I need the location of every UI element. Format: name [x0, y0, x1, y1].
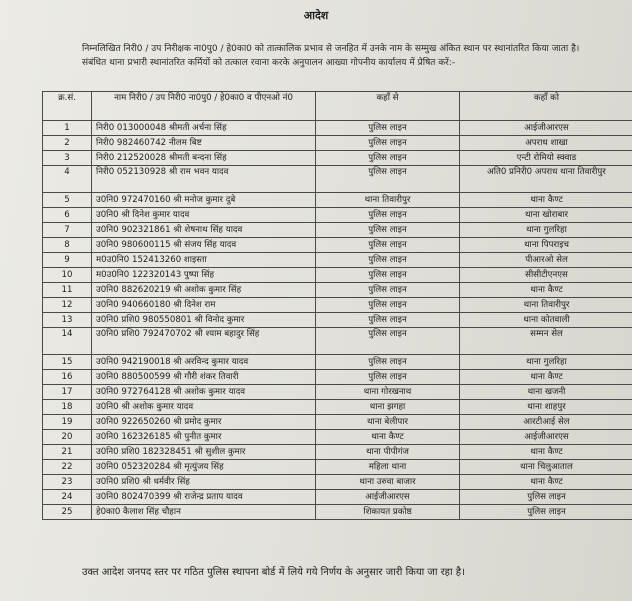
cell-to: थाना खोराबार — [460, 208, 632, 223]
cell-name: उ0नि0 प्रशि0 श्री धर्मवीर सिंह — [92, 475, 316, 490]
cell-name: हे0का0 कैलाश सिंह चौहान — [92, 505, 316, 520]
cell-from: पुलिस लाइन — [316, 370, 460, 385]
cell-to: पुलिस लाइन — [460, 490, 632, 505]
cell-to: थाना कैण्ट — [460, 475, 632, 490]
table-row — [43, 298, 632, 313]
cell-to: पीआरओ सेल — [460, 253, 632, 268]
cell-name: निरी0 982460742 नीलम बिष्ट — [92, 136, 316, 151]
table-row — [43, 136, 632, 151]
cell-name: उ0नि0 श्री दिनेश कुमार यादव — [92, 208, 316, 223]
table-row — [43, 253, 632, 268]
cell-from: थाना उरुवा बाजार — [316, 475, 460, 490]
cell-to: थाना कोतवाली — [460, 313, 632, 328]
cell-from: पुलिस लाइन — [316, 283, 460, 298]
cell-from: आईजीआरएस — [316, 490, 460, 505]
footer-text: उक्त आदेश जनपद स्तर पर गठित पुलिस स्थापना बोर्ड में लिये गये निर्णय के अनुसार जारी किया जा रहा है। — [82, 567, 465, 578]
cell-serial: 16 — [43, 370, 92, 385]
cell-name: निरी0 013000048 श्रीमती अर्चना सिंह — [92, 121, 316, 136]
cell-to: एन्टी रोमियो स्क्वाड — [460, 151, 632, 166]
cell-from: पुलिस लाइन — [316, 151, 460, 166]
cell-name: उ0नि0 प्रशि0 980550801 श्री विनोद कुमार — [92, 313, 316, 328]
cell-serial: 6 — [43, 208, 92, 223]
cell-name: उ0नि0 प्रशि0 182328451 श्री सुशील कुमार — [92, 445, 316, 460]
cell-serial: 14 — [43, 328, 92, 355]
intro-paragraph: निम्नलिखित निरी0 / उप निरीक्षक ना0पु0 / हे0का0 को तात्कालिक प्रभाव से जनहित में उनके नाम के सम्मुख अंकित स्थान पर स्थानांतरित किया जाता है। संबंधित थाना प्रभारी स्थानांतरित कर्मियों को तत्काल रवाना करके अनुपालन आख्या गोपनीय कार्यालय में प्रेषित करें:- — [82, 44, 580, 68]
cell-name: उ0नि0 972764128 श्री अशोक कुमार यादव — [92, 385, 316, 400]
cell-serial: 17 — [43, 385, 92, 400]
cell-name: उ0नि0 940660180 श्री दिनेश राम — [92, 298, 316, 313]
cell-name: उ0नि0 162326185 श्री पुनीत कुमार — [92, 430, 316, 445]
table-row — [43, 430, 632, 445]
table-row — [43, 505, 632, 520]
cell-to: अति0 प्रनिरी0 अपराध थाना तिवारीपुर — [460, 166, 632, 193]
table-row — [43, 475, 632, 490]
cell-from: महिला थाना — [316, 460, 460, 475]
cell-to: थाना कैण्ट — [460, 445, 632, 460]
table-row — [43, 238, 632, 253]
cell-name: उ0नि0 श्री अशोक कुमार यादव — [92, 400, 316, 415]
cell-from: थाना बेलीपार — [316, 415, 460, 430]
header-name: नाम निरी0 / उप निरी0 ना0पु0 / हे0का0 व पीएनओ नं0 — [92, 92, 316, 121]
cell-name: निरी0 052130928 श्री राम भवन यादव — [92, 166, 316, 193]
cell-to: आरटीआई सेल — [460, 415, 632, 430]
cell-to: आईजीआरएस — [460, 430, 632, 445]
cell-from: पुलिस लाइन — [316, 136, 460, 151]
cell-from: शिकायत प्रकोष्ठ — [316, 505, 460, 520]
cell-serial: 9 — [43, 253, 92, 268]
cell-name: उ0नि0 922650260 श्री प्रमोद कुमार — [92, 415, 316, 430]
cell-serial: 1 — [43, 121, 92, 136]
cell-name: म0उ0नि0 122320143 पुष्पा सिंह — [92, 268, 316, 283]
cell-to: सम्मन सेल — [460, 328, 632, 355]
table-row — [43, 223, 632, 238]
table-row — [43, 208, 632, 223]
cell-from: थाना पीपीगंज — [316, 445, 460, 460]
cell-name: उ0नि0 802470399 श्री राजेन्द्र प्रताप यादव — [92, 490, 316, 505]
table-row — [43, 460, 632, 475]
cell-serial: 21 — [43, 445, 92, 460]
cell-serial: 10 — [43, 268, 92, 283]
cell-serial: 7 — [43, 223, 92, 238]
cell-from: थाना झगहा — [316, 400, 460, 415]
cell-from: पुलिस लाइन — [316, 238, 460, 253]
cell-from: थाना गोरखनाथ — [316, 385, 460, 400]
cell-from: पुलिस लाइन — [316, 298, 460, 313]
cell-to: थाना कैण्ट — [460, 370, 632, 385]
cell-serial: 19 — [43, 415, 92, 430]
cell-name: उ0नि0 880500599 श्री गौरी शंकर तिवारी — [92, 370, 316, 385]
cell-serial: 24 — [43, 490, 92, 505]
cell-name: उ0नि0 942190018 श्री अरविन्द कुमार यादव — [92, 355, 316, 370]
cell-to: थाना गुलरिहा — [460, 355, 632, 370]
cell-to: थाना कैण्ट — [460, 283, 632, 298]
table-row — [43, 283, 632, 298]
cell-from: थाना तिवारीपुर — [316, 193, 460, 208]
cell-to: थाना खजनी — [460, 385, 632, 400]
cell-serial: 20 — [43, 430, 92, 445]
cell-from: पुलिस लाइन — [316, 166, 460, 193]
table-header-row — [43, 92, 632, 121]
cell-serial: 22 — [43, 460, 92, 475]
table-row — [43, 151, 632, 166]
cell-serial: 11 — [43, 283, 92, 298]
cell-from: पुलिस लाइन — [316, 223, 460, 238]
cell-from: थाना कैण्ट — [316, 430, 460, 445]
cell-to: पुलिस लाइन — [460, 505, 632, 520]
cell-name: निरी0 212520028 श्रीमती बन्दना सिंह — [92, 151, 316, 166]
cell-from: पुलिस लाइन — [316, 355, 460, 370]
cell-to: आईजीआरएस — [460, 121, 632, 136]
cell-to: थाना कैण्ट — [460, 193, 632, 208]
table-row — [43, 121, 632, 136]
cell-serial: 13 — [43, 313, 92, 328]
cell-to: थाना पिपराइच — [460, 238, 632, 253]
table-row — [43, 370, 632, 385]
cell-name: उ0नि0 882620219 श्री अशोक कुमार सिंह — [92, 283, 316, 298]
cell-serial: 23 — [43, 475, 92, 490]
cell-name: उ0नि0 प्रशि0 792470702 श्री श्याम बहादुर सिंह — [92, 328, 316, 355]
table-row — [43, 385, 632, 400]
cell-from: पुलिस लाइन — [316, 121, 460, 136]
cell-serial: 18 — [43, 400, 92, 415]
cell-name: म0उ0नि0 152413260 शाइस्ता — [92, 253, 316, 268]
table-body — [43, 121, 632, 520]
table-row — [43, 490, 632, 505]
cell-to: थाना शाहपुर — [460, 400, 632, 415]
table-row — [43, 445, 632, 460]
header-to: कहाँ को — [460, 92, 632, 121]
cell-to: सीसीटीएनएस — [460, 268, 632, 283]
cell-serial: 15 — [43, 355, 92, 370]
table-row — [43, 313, 632, 328]
cell-serial: 3 — [43, 151, 92, 166]
document-title: आदेश — [303, 9, 329, 22]
header-from: कहाँ से — [316, 92, 460, 121]
cell-serial: 12 — [43, 298, 92, 313]
header-serial: क्र.सं. — [43, 92, 92, 121]
cell-to: अपराध शाखा — [460, 136, 632, 151]
table-row — [43, 193, 632, 208]
cell-name: उ0नि0 980600115 श्री संजय सिंह यादव — [92, 238, 316, 253]
table-row — [43, 328, 632, 355]
cell-from: पुलिस लाइन — [316, 328, 460, 355]
cell-from: पुलिस लाइन — [316, 208, 460, 223]
table-row — [43, 268, 632, 283]
table-row — [43, 400, 632, 415]
cell-serial: 4 — [43, 166, 92, 193]
cell-from: पुलिस लाइन — [316, 253, 460, 268]
table-row — [43, 415, 632, 430]
cell-from: पुलिस लाइन — [316, 268, 460, 283]
cell-name: उ0नि0 972470160 श्री मनोज कुमार दुबे — [92, 193, 316, 208]
transfer-table — [42, 91, 632, 520]
cell-serial: 25 — [43, 505, 92, 520]
cell-from: पुलिस लाइन — [316, 313, 460, 328]
table-row — [43, 166, 632, 193]
cell-to: थाना चिलुआताल — [460, 460, 632, 475]
cell-serial: 8 — [43, 238, 92, 253]
cell-to: थाना गुलरिहा — [460, 223, 632, 238]
table-row — [43, 355, 632, 370]
cell-name: उ0नि0 902321861 श्री शेषनाथ सिंह यादव — [92, 223, 316, 238]
cell-to: थाना तिवारीपुर — [460, 298, 632, 313]
cell-name: उ0नि0 052320284 श्री मृत्युंजय सिंह — [92, 460, 316, 475]
cell-serial: 2 — [43, 136, 92, 151]
cell-serial: 5 — [43, 193, 92, 208]
